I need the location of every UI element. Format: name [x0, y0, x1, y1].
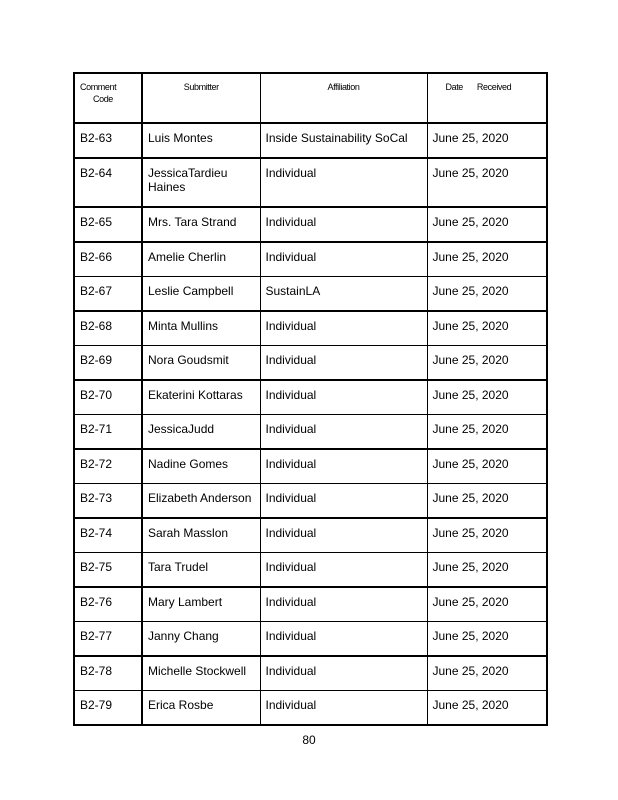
comment-code-cell-text: B2-73: [80, 491, 113, 505]
date-received-cell: [427, 553, 547, 588]
submitter-cell: [142, 242, 260, 277]
date-received-cell: [427, 277, 547, 312]
affiliation-cell-text: Individual: [265, 215, 317, 229]
comment-code-cell: [74, 553, 142, 588]
submitter-cell-text: Mary Lambert: [148, 595, 223, 609]
date-received-cell: [427, 449, 547, 484]
date-received-cell: [427, 311, 547, 346]
date-received-cell: [427, 691, 547, 726]
affiliation-cell: [260, 242, 427, 277]
comment-code-cell-text: B2-68: [80, 319, 113, 333]
submitter-cell: [142, 415, 260, 450]
table-row: [74, 622, 547, 657]
comment-code-cell: [74, 346, 142, 381]
table-row: [74, 484, 547, 519]
date-received-cell-text: June 25, 2020: [432, 526, 509, 540]
date-received-cell-text: June 25, 2020: [432, 595, 509, 609]
comment-code-cell: [74, 484, 142, 519]
date-received-cell-text: June 25, 2020: [432, 250, 509, 264]
submitter-cell: [142, 484, 260, 519]
date-received-cell-text: June 25, 2020: [432, 698, 509, 712]
submitter-cell-text: Leslie Campbell: [148, 284, 234, 298]
affiliation-cell-text: Individual: [265, 698, 317, 712]
date-received-cell-text: June 25, 2020: [432, 422, 509, 436]
affiliation-cell: [260, 207, 427, 242]
comment-code-cell-text: B2-77: [80, 629, 113, 643]
affiliation-cell: [260, 484, 427, 519]
comment-code-cell-text: B2-65: [80, 215, 113, 229]
date-received-cell: [427, 242, 547, 277]
affiliation-cell-text: Individual: [265, 166, 317, 180]
affiliation-cell: [260, 587, 427, 622]
header-comment-code-line2: Code: [93, 94, 113, 104]
submitter-cell-text: Ekaterini Kottaras: [148, 388, 243, 402]
submitter-cell-text: Sarah Masslon: [148, 526, 229, 540]
affiliation-cell: [260, 553, 427, 588]
submitter-cell-text: Nora Goudsmit: [148, 353, 229, 367]
header-submitter: Submitter: [142, 73, 260, 123]
affiliation-cell-text: Individual: [265, 629, 317, 643]
comment-code-cell: [74, 277, 142, 312]
comment-code-cell: [74, 449, 142, 484]
comment-code-cell: [74, 380, 142, 415]
comment-code-cell: [74, 691, 142, 726]
table-row: [74, 553, 547, 588]
submitter-cell-text: Mrs. Tara Strand: [148, 215, 237, 229]
comment-code-cell-text: B2-64: [80, 166, 113, 180]
submitter-cell-text: Janny Chang: [148, 629, 219, 643]
table-row: [74, 207, 547, 242]
submitter-cell: [142, 346, 260, 381]
table-row: [74, 242, 547, 277]
comment-code-cell: [74, 587, 142, 622]
comment-code-cell: [74, 622, 142, 657]
comment-code-cell-text: B2-69: [80, 353, 113, 367]
header-comment-code-line1: Comment: [80, 82, 117, 92]
affiliation-cell-text: Individual: [265, 491, 317, 505]
comment-code-cell: [74, 123, 142, 158]
comments-table: [73, 72, 548, 726]
comment-code-cell-text: B2-76: [80, 595, 113, 609]
affiliation-cell: [260, 311, 427, 346]
affiliation-cell-text: Individual: [265, 595, 317, 609]
submitter-cell: [142, 587, 260, 622]
affiliation-cell-text: Individual: [265, 388, 317, 402]
date-received-cell-text: June 25, 2020: [432, 629, 509, 643]
submitter-cell: [142, 380, 260, 415]
date-received-cell-text: June 25, 2020: [432, 457, 509, 471]
table-row: [74, 123, 547, 158]
submitter-cell: [142, 691, 260, 726]
table-row: [74, 587, 547, 622]
affiliation-cell: [260, 158, 427, 207]
page-number: 80: [302, 733, 316, 747]
comment-code-cell-text: B2-63: [80, 131, 113, 145]
submitter-cell-text: Michelle Stockwell: [148, 664, 247, 678]
date-received-cell: [427, 207, 547, 242]
date-received-cell: [427, 380, 547, 415]
affiliation-cell: [260, 123, 427, 158]
comment-code-cell: [74, 311, 142, 346]
submitter-cell: [142, 207, 260, 242]
date-received-cell-text: June 25, 2020: [432, 284, 509, 298]
header-received: Received: [476, 82, 512, 92]
table-body: [74, 123, 547, 725]
date-received-cell-text: June 25, 2020: [432, 131, 509, 145]
comment-code-cell: [74, 158, 142, 207]
affiliation-cell: [260, 380, 427, 415]
table-row: [74, 277, 547, 312]
affiliation-cell-text: Individual: [265, 526, 317, 540]
comment-code-cell: [74, 415, 142, 450]
date-received-cell-text: June 25, 2020: [432, 388, 509, 402]
affiliation-cell: [260, 277, 427, 312]
comment-code-cell-text: B2-79: [80, 698, 113, 712]
table-row: [74, 380, 547, 415]
submitter-cell-text: JessicaTardieu Haines: [148, 166, 228, 194]
date-received-cell-text: June 25, 2020: [432, 215, 509, 229]
comment-code-cell: [74, 242, 142, 277]
comment-code-cell-text: B2-75: [80, 560, 113, 574]
affiliation-cell: [260, 656, 427, 691]
date-received-cell: [427, 346, 547, 381]
submitter-cell-text: Minta Mullins: [148, 319, 219, 333]
submitter-cell-text: Amelie Cherlin: [148, 250, 227, 264]
date-received-cell: [427, 656, 547, 691]
affiliation-cell: [260, 346, 427, 381]
date-received-cell-text: June 25, 2020: [432, 560, 509, 574]
affiliation-cell-text: Individual: [265, 664, 317, 678]
table-row: [74, 518, 547, 553]
submitter-cell: [142, 518, 260, 553]
date-received-cell: [427, 123, 547, 158]
date-received-cell-text: June 25, 2020: [432, 319, 509, 333]
submitter-cell: [142, 311, 260, 346]
comment-code-cell: [74, 207, 142, 242]
table-header-row: [74, 73, 547, 123]
submitter-cell-text: JessicaJudd: [148, 422, 215, 436]
affiliation-cell: [260, 518, 427, 553]
date-received-cell-text: June 25, 2020: [432, 353, 509, 367]
comment-code-cell-text: B2-78: [80, 664, 113, 678]
header-affiliation: Affiliation: [260, 73, 427, 123]
comment-code-cell-text: B2-67: [80, 284, 113, 298]
date-received-cell: [427, 622, 547, 657]
submitter-cell: [142, 277, 260, 312]
table-row: [74, 656, 547, 691]
date-received-cell-text: June 25, 2020: [432, 491, 509, 505]
affiliation-cell: [260, 449, 427, 484]
table-row: [74, 158, 547, 207]
submitter-cell: [142, 158, 260, 207]
affiliation-cell-text: Individual: [265, 319, 317, 333]
comment-code-cell-text: B2-72: [80, 457, 113, 471]
date-received-cell: [427, 518, 547, 553]
comment-code-cell: [74, 518, 142, 553]
affiliation-cell: [260, 691, 427, 726]
header-date: Date: [445, 82, 463, 92]
submitter-cell: [142, 449, 260, 484]
affiliation-cell: [260, 622, 427, 657]
table-row: [74, 449, 547, 484]
affiliation-cell-text: Inside Sustainability SoCal: [265, 131, 408, 145]
affiliation-cell-text: Individual: [265, 422, 317, 436]
submitter-cell: [142, 656, 260, 691]
affiliation-cell-text: Individual: [265, 457, 317, 471]
comment-code-cell-text: B2-74: [80, 526, 113, 540]
date-received-cell: [427, 158, 547, 207]
affiliation-cell-text: Individual: [265, 560, 317, 574]
comment-code-cell-text: B2-71: [80, 422, 113, 436]
date-received-cell: [427, 587, 547, 622]
submitter-cell: [142, 622, 260, 657]
submitter-cell: [142, 123, 260, 158]
submitter-cell-text: Nadine Gomes: [148, 457, 229, 471]
affiliation-cell-text: Individual: [265, 250, 317, 264]
comment-code-cell-text: B2-66: [80, 250, 113, 264]
date-received-cell: [427, 484, 547, 519]
table-row: [74, 415, 547, 450]
submitter-cell-text: Tara Trudel: [148, 560, 209, 574]
header-comment-code: [74, 73, 142, 123]
comment-code-cell: [74, 656, 142, 691]
affiliation-cell-text: SustainLA: [265, 284, 321, 298]
submitter-cell: [142, 553, 260, 588]
date-received-cell-text: June 25, 2020: [432, 166, 509, 180]
comment-code-cell-text: B2-70: [80, 388, 113, 402]
affiliation-cell: [260, 415, 427, 450]
submitter-cell-text: Erica Rosbe: [148, 698, 214, 712]
header-date-received: [427, 73, 547, 123]
table-row: [74, 311, 547, 346]
affiliation-cell-text: Individual: [265, 353, 317, 367]
table-row: [74, 346, 547, 381]
table-row: [74, 691, 547, 726]
submitter-cell-text: Luis Montes: [148, 131, 213, 145]
date-received-cell-text: June 25, 2020: [432, 664, 509, 678]
submitter-cell-text: Elizabeth Anderson: [148, 491, 252, 505]
date-received-cell: [427, 415, 547, 450]
